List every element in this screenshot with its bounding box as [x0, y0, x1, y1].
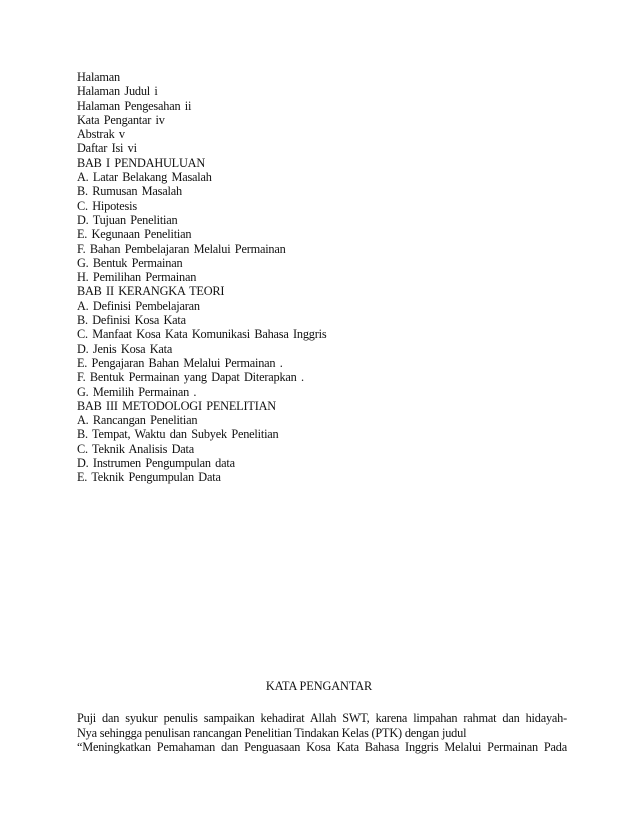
- toc-chapter-heading: BAB II KERANGKA TEORI: [77, 284, 225, 299]
- toc-line: C. Teknik Analisis Data: [77, 441, 194, 456]
- toc-line: H. Pemilihan Permainan: [77, 270, 197, 285]
- toc-line: Abstrak v: [77, 127, 125, 142]
- toc-line: B. Tempat, Waktu dan Subyek Penelitian: [77, 427, 279, 442]
- toc-line: F. Bahan Pembelajaran Melalui Permainan: [77, 241, 286, 256]
- toc-line: E. Teknik Pengumpulan Data: [77, 470, 221, 485]
- toc-line: C. Manfaat Kosa Kata Komunikasi Bahasa Inggris: [77, 327, 327, 342]
- toc-line: Halaman: [77, 70, 120, 84]
- paragraph-line: Nya sehingga penulisan rancangan Penelitian Tindakan Kelas (PTK) dengan judul: [77, 725, 467, 740]
- toc-line: A. Rancangan Penelitian: [77, 413, 198, 428]
- table-of-contents: [77, 70, 577, 485]
- toc-line: C. Hipotesis: [77, 198, 137, 213]
- paragraph-line: “Meningkatkan Pemahaman dan Penguasaan Kosa Kata Bahasa Inggris Melalui Permainan Pada: [77, 740, 567, 755]
- toc-line: A. Definisi Pembelajaran: [77, 298, 200, 313]
- toc-line: Kata Pengantar iv: [77, 112, 165, 127]
- toc-line: E. Pengajaran Bahan Melalui Permainan .: [77, 355, 283, 370]
- kata-pengantar-body: [77, 711, 567, 755]
- paragraph-line: Puji dan syukur penulis sampaikan kehadirat Allah SWT, karena limpahan rahmat dan hidayah-: [77, 711, 567, 725]
- toc-chapter-heading: BAB III METODOLOGI PENELITIAN: [77, 398, 276, 413]
- toc-line: Halaman Judul i: [77, 84, 158, 99]
- toc-line: D. Instrumen Pengumpulan data: [77, 456, 235, 471]
- kata-pengantar-heading: KATA PENGANTAR: [265, 679, 373, 693]
- toc-line: D. Tujuan Penelitian: [77, 212, 178, 227]
- toc-line: G. Bentuk Permainan: [77, 255, 183, 270]
- toc-line: G. Memilih Permainan .: [77, 384, 197, 399]
- toc-line: E. Kegunaan Penelitian: [77, 227, 192, 242]
- toc-line: B. Rumusan Masalah: [77, 184, 182, 199]
- toc-line: D. Jenis Kosa Kata: [77, 341, 173, 356]
- toc-line: Halaman Pengesahan ii: [77, 98, 192, 113]
- toc-chapter-heading: BAB I PENDAHULUAN: [77, 155, 206, 170]
- toc-line: F. Bentuk Permainan yang Dapat Diterapkan .: [77, 370, 304, 385]
- toc-line: B. Definisi Kosa Kata: [77, 313, 186, 328]
- toc-line: Daftar Isi vi: [77, 141, 137, 156]
- toc-line: A. Latar Belakang Masalah: [77, 170, 212, 185]
